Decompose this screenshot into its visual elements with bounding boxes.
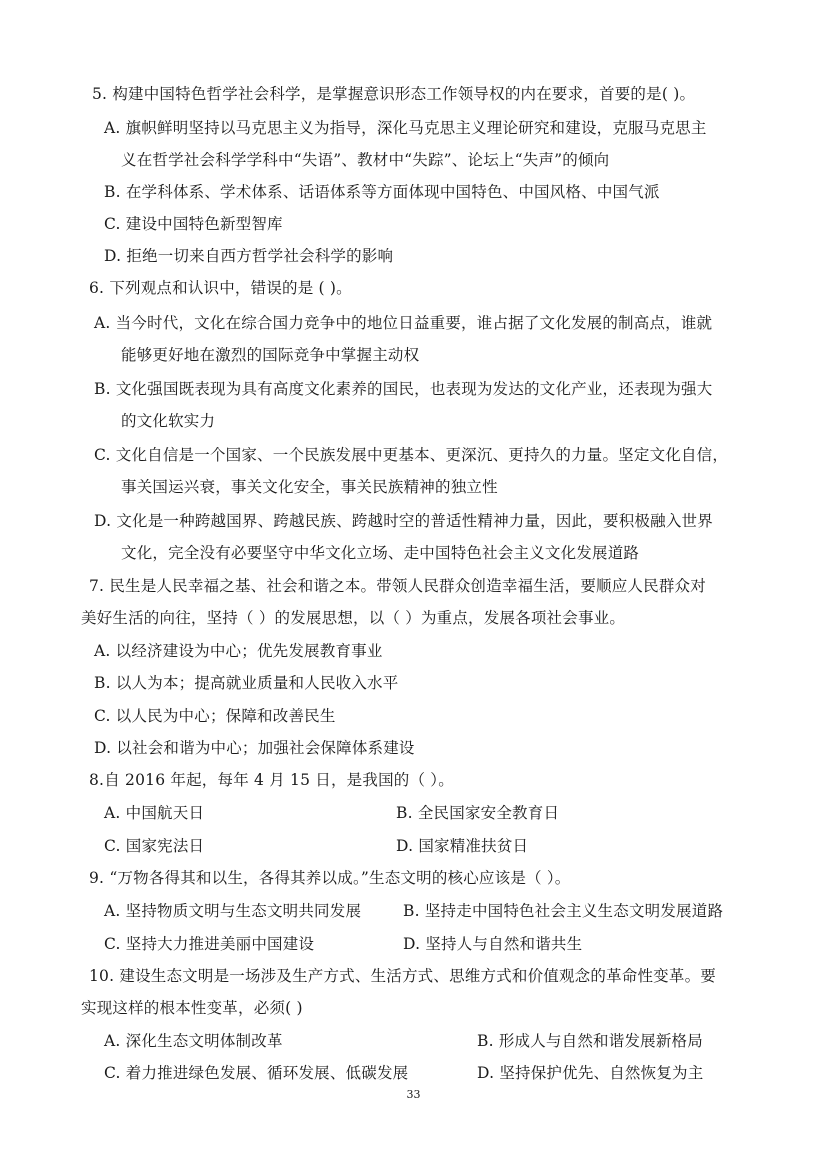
question-5-option-a-cont: 义在哲学社会科学学科中“失语”、教材中“失踪”、论坛上“失声”的倾向: [121, 151, 610, 169]
page-number: 33: [406, 1088, 421, 1101]
question-9-stem: 9. “万物各得其和以生，各得其养以成。”生态文明的核心应该是（ ）。: [89, 869, 571, 887]
question-7-option-d: D. 以社会和谐为中心；加强社会保障体系建设: [94, 739, 415, 757]
question-9-option-b: B. 坚持走中国特色社会主义生态文明发展道路: [403, 902, 724, 920]
question-5-option-c: C. 建设中国特色新型智库: [104, 215, 283, 233]
question-6-option-c: C. 文化自信是一个国家、一个民族发展中更基本、更深沉、更持久的力量。坚定文化自信，: [94, 446, 729, 464]
question-6-option-b: B. 文化强国既表现为具有高度文化素养的国民，也表现为发达的文化产业，还表现为强大: [94, 380, 713, 398]
question-6-option-b-cont: 的文化软实力: [121, 412, 216, 430]
question-8-option-b: B. 全民国家安全教育日: [396, 804, 560, 822]
question-5-stem: 5. 构建中国特色哲学社会科学，是掌握意识形态工作领导权的内在要求，首要的是( )。: [92, 85, 696, 103]
question-10-option-d: D. 坚持保护优先、自然恢复为主: [477, 1064, 704, 1082]
question-7-option-c: C. 以人民为中心；保障和改善民生: [94, 707, 336, 725]
question-9-option-a: A. 坚持物质文明与生态文明共同发展: [104, 902, 362, 920]
question-10-stem-cont: 实现这样的根本性变革，必须( ): [81, 999, 303, 1017]
question-9-option-c: C. 坚持大力推进美丽中国建设: [104, 935, 315, 953]
question-9-option-d: D. 坚持人与自然和谐共生: [403, 935, 583, 953]
question-5-option-b: B. 在学科体系、学术体系、话语体系等方面体现中国特色、中国风格、中国气派: [104, 183, 660, 201]
question-6-option-a-cont: 能够更好地在激烈的国际竞争中掌握主动权: [121, 346, 420, 364]
question-8-option-d: D. 国家精准扶贫日: [396, 837, 529, 855]
question-7-stem-cont: 美好生活的向往，坚持（ ）的发展思想，以（ ）为重点，发展各项社会事业。: [81, 609, 626, 627]
question-8-option-a: A. 中国航天日: [104, 804, 205, 822]
question-8-option-c: C. 国家宪法日: [104, 837, 205, 855]
question-5-option-a: A. 旗帜鲜明坚持以马克思主义为指导，深化马克思主义理论研究和建设，克服马克思主: [104, 119, 707, 137]
question-6-option-d: D. 文化是一种跨越国界、跨越民族、跨越时空的普适性精神力量，因此，要积极融入世界: [94, 512, 713, 530]
question-7-option-b: B. 以人为本；提高就业质量和人民收入水平: [94, 674, 399, 692]
question-7-option-a: A. 以经济建设为中心；优先发展教育事业: [94, 642, 383, 660]
question-10-option-b: B. 形成人与自然和谐发展新格局: [477, 1032, 703, 1050]
question-6-option-d-cont: 文化，完全没有必要坚守中华文化立场、走中国特色社会主义文化发展道路: [121, 544, 640, 562]
question-10-option-a: A. 深化生态文明体制改革: [104, 1032, 283, 1050]
question-7-stem: 7. 民生是人民幸福之基、社会和谐之本。带领人民群众创造幸福生活，要顺应人民群众对: [89, 577, 706, 595]
question-8-stem: 8.自 2016 年起，每年 4 月 15 日，是我国的（ ）。: [89, 771, 454, 789]
question-6-option-a: A. 当今时代，文化在综合国力竞争中的地位日益重要，谁占据了文化发展的制高点，谁就: [94, 314, 713, 332]
question-6-stem: 6. 下列观点和认识中，错误的是 ( )。: [89, 279, 352, 297]
question-6-option-c-cont: 事关国运兴衰，事关文化安全，事关民族精神的独立性: [121, 478, 498, 496]
question-5-option-d: D. 拒绝一切来自西方哲学社会科学的影响: [104, 247, 394, 265]
question-10-option-c: C. 着力推进绿色发展、循环发展、低碳发展: [104, 1064, 409, 1082]
question-10-stem: 10. 建设生态文明是一场涉及生产方式、生活方式、思维方式和价值观念的革命性变革。要: [89, 967, 716, 985]
